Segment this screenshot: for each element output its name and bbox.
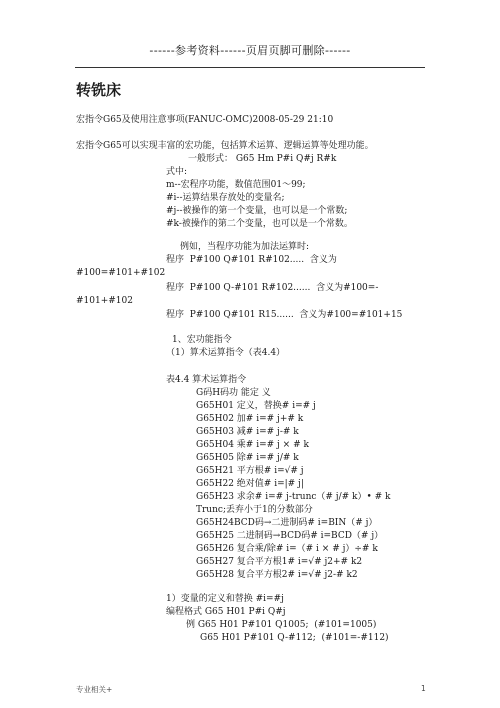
table-row: G65H02 加# i=# j+# k: [196, 414, 304, 424]
footer-left-text: 专业相关+: [76, 685, 113, 694]
text-line: #k-被操作的第二个变量，也可以是一个常数。: [166, 219, 353, 229]
text-line: 1、宏功能指令: [172, 335, 232, 345]
text-line: #i--运算结果存放处的变量名;: [166, 193, 285, 203]
text-line: #101+#102: [76, 296, 133, 306]
table-row: G65H03 减# i=# j-# k: [196, 427, 299, 437]
table-row: G65H01 定义，替换# i=# j: [196, 401, 316, 411]
text-line: 式中:: [166, 167, 188, 177]
text-line: #j--被操作的第一个变量，也可以是一个常数;: [166, 206, 348, 216]
page-header-text: ------参考资料------页眉页脚可删除------: [149, 44, 351, 57]
table-row: G65H21 平方根# i=√# j: [196, 466, 304, 476]
table-row: G65H04 乘# i=# j × # k: [196, 440, 309, 450]
text-line: G65 H01 P#101 Q-#112; (#101=-#112): [200, 633, 389, 643]
text-line: 程序 P#100 Q#101 R#102..... 含义为: [166, 255, 337, 265]
table-row: G65H26 复合乘/除# i=（# i × # j）÷# k: [196, 544, 378, 554]
text-line: 宏指令G65可以实现丰富的宏功能，包括算术运算、逻辑运算等处理功能。: [76, 141, 374, 151]
text-line: 1）变量的定义和替换 #i=#j: [166, 594, 284, 604]
page-number: 1: [421, 684, 426, 693]
header-rule: [75, 67, 425, 68]
text-line: 编程格式 G65 H01 P#i Q#j: [166, 607, 286, 617]
text-line: 程序 P#100 Q#101 R15...... 含义为#100=#101+15: [166, 310, 403, 320]
document-title: 转铣床: [76, 81, 122, 99]
table-note: Trunc;丢弃小于1的分数部分: [196, 505, 313, 515]
table-row: G65H24BCD码→二进制码# i=BIN（# j）: [196, 518, 378, 528]
table-row: G65H05 除# i=# j/# k: [196, 453, 299, 463]
text-line: 一般形式： G65 Hm P#i Q#j R#k: [188, 154, 337, 164]
table-header: G码H码功 能定 义: [196, 388, 271, 398]
table-row: G65H23 求余# i=# j-trunc（# j/# k）• # k: [196, 492, 391, 502]
text-line: m--宏程序功能，数值范围01～99;: [166, 180, 306, 190]
text-line: 宏指令G65及使用注意事项(FANUC-OMC)2008-05-29 21:10: [76, 115, 334, 125]
table-caption: 表4.4 算术运算指令: [166, 375, 247, 385]
text-line: 程序 P#100 Q-#101 R#102...... 含义为#100=-: [166, 283, 379, 293]
text-line: 例 G65 H01 P#101 Q1005; (#101=1005): [186, 620, 377, 630]
table-row: G65H25 二进制码→BCD码# i=BCD（# j）: [196, 531, 384, 541]
text-line: #100=#101+#102: [76, 268, 166, 278]
table-row: G65H27 复合平方根1# i=√# j2+# k2: [196, 557, 363, 567]
text-line: （1）算术运算指令（表4.4）: [166, 348, 286, 358]
table-row: G65H22 绝对值# i=|# j|: [196, 479, 304, 489]
table-row: G65H28 复合平方根2# i=√# j2-# k2: [196, 570, 358, 580]
text-line: 例如，当程序功能为加法运算时:: [180, 242, 310, 252]
